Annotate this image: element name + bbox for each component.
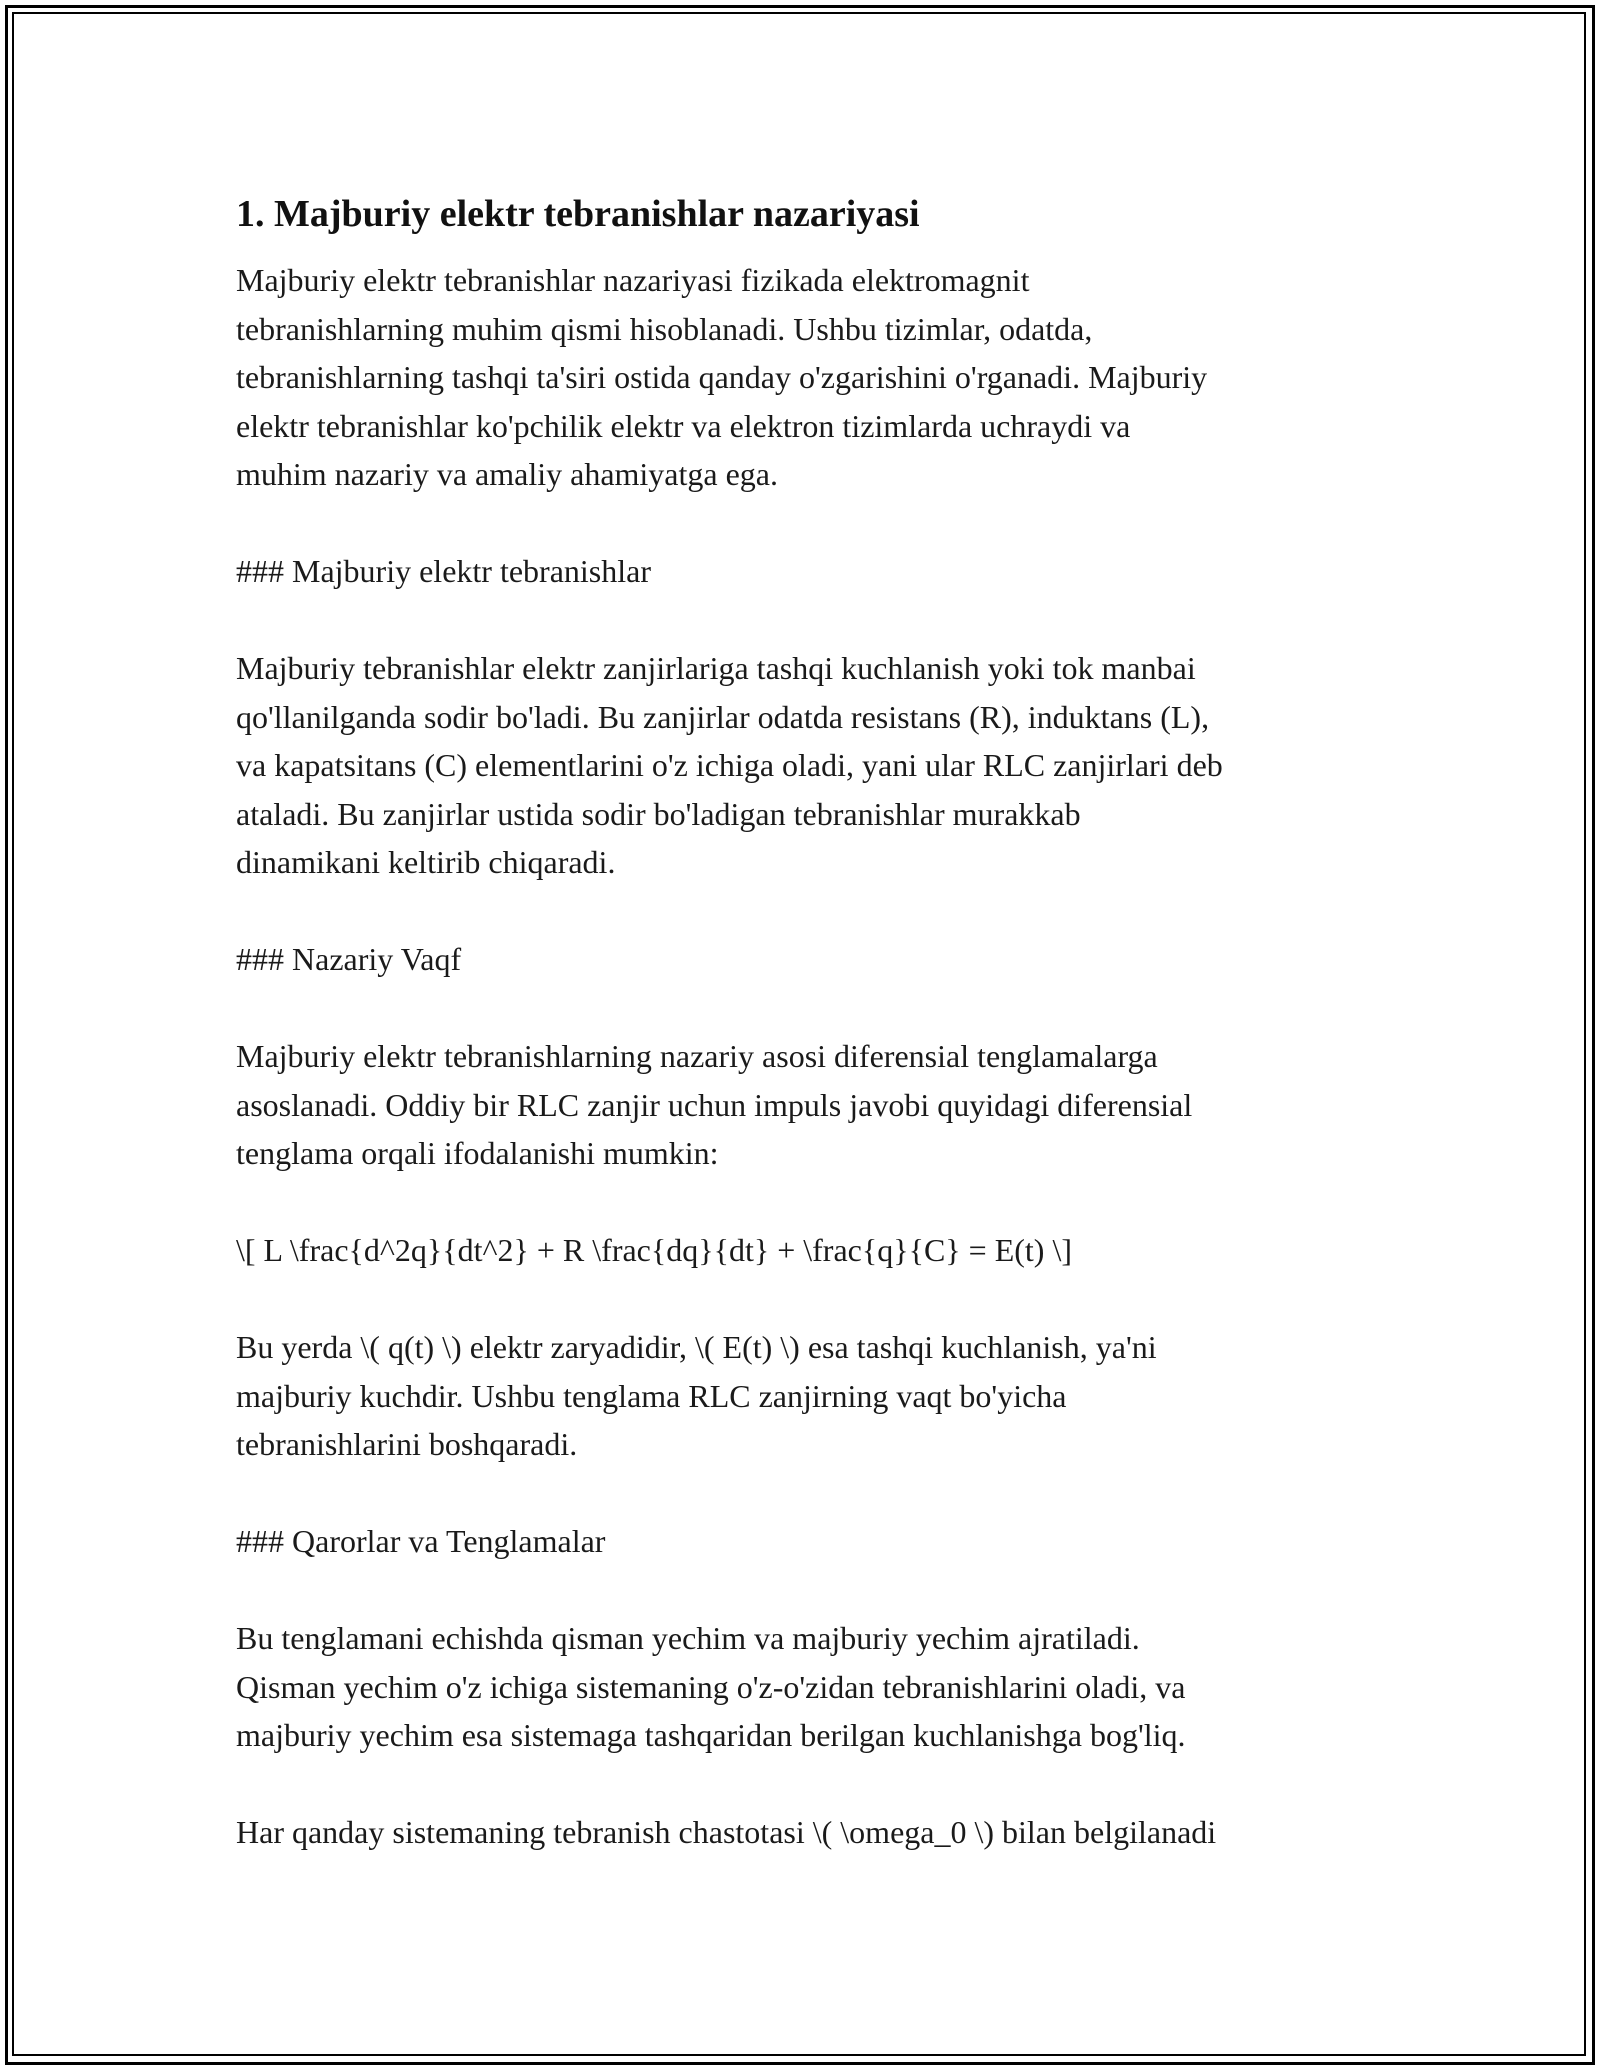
- solution-paragraph: Bu tenglamani echishda qisman yechim va majburiy yechim ajratiladi. Qisman yechim o'z ichiga sistemaning o'z-o'zidan tebranishlarini oladi, va majburiy yechim esa sistemaga tashqaridan berilgan kuchlanishga bog'liq.: [236, 1620, 1186, 1753]
- document-body: [236, 186, 1376, 1857]
- section-heading-nazariy: ### Nazariy Vaqf: [236, 941, 462, 977]
- equation-explanation: Bu yerda \( q(t) \) elektr zaryadidir, \( E(t) \) esa tashqi kuchlanish, ya'ni majburiy kuchdir. Ushbu tenglama RLC zanjirning vaqt bo'yicha tebranishlarini boshqaradi.: [236, 1329, 1157, 1462]
- rlc-paragraph: Majburiy tebranishlar elektr zanjirlariga tashqi kuchlanish yoki tok manbai qo'llanilganda sodir bo'ladi. Bu zanjirlar odatda resistans (R), induktans (L), va kapatsitans (C) elementlarini o'z ichiga oladi, yani ular RLC zanjirlari deb ataladi. Bu zanjirlar ustida sodir bo'ladigan tebranishlar murakkab dinamikani keltirib chiqaradi.: [236, 650, 1223, 880]
- frequency-paragraph: Har qanday sistemaning tebranish chastotasi \( \omega_0 \) bilan belgilanadi: [236, 1814, 1217, 1850]
- section-heading-qarorlar: ### Qarorlar va Tenglamalar: [236, 1523, 606, 1559]
- section-heading-majburiy: ### Majburiy elektr tebranishlar: [236, 553, 651, 589]
- theory-paragraph: Majburiy elektr tebranishlarning nazariy asosi diferensial tenglamalarga asoslanadi. Oddiy bir RLC zanjir uchun impuls javobi quyidagi diferensial tenglama orqali ifodalanishi mumkin:: [236, 1038, 1193, 1171]
- intro-paragraph: Majburiy elektr tebranishlar nazariyasi fizikada elektromagnit tebranishlarning muhim qismi hisoblanadi. Ushbu tizimlar, odatda, tebranishlarning tashqi ta'siri ostida qanday o'zgarishini o'rganadi. Majburiy elektr tebranishlar ko'pchilik elektr va elektron tizimlarda uchraydi va muhim nazariy va amaliy ahamiyatga ega.: [236, 262, 1208, 492]
- document-title: 1. Majburiy elektr tebranishlar nazariyasi: [236, 193, 920, 235]
- equation-line: \[ L \frac{d^2q}{dt^2} + R \frac{dq}{dt} + \frac{q}{C} = E(t) \]: [236, 1232, 1072, 1268]
